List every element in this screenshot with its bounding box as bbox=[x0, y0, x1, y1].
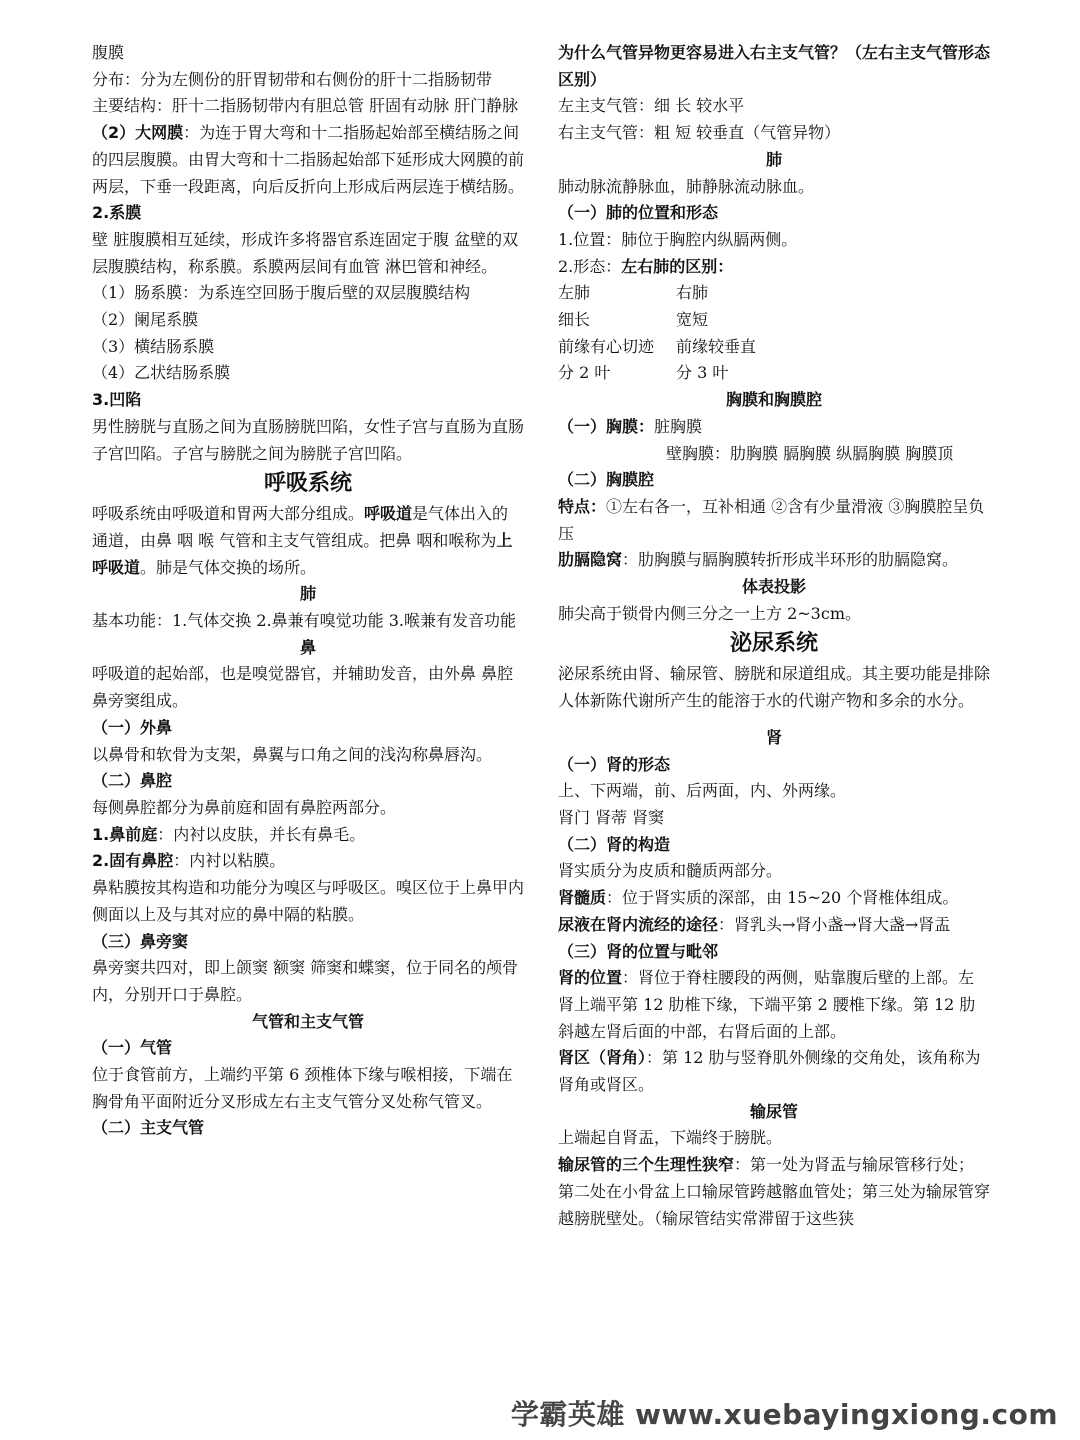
paragraph-renal-region bbox=[558, 1045, 990, 1098]
list-number: （2） bbox=[92, 123, 136, 143]
sub-heading: （二）主支气管 bbox=[92, 1118, 205, 1138]
left-column bbox=[92, 40, 524, 1142]
term: 呼吸道 bbox=[364, 504, 413, 524]
term: 输尿管的三个生理性狭窄 bbox=[558, 1155, 735, 1175]
lung-comparison-table bbox=[558, 280, 990, 387]
paragraph: 每侧鼻腔都分为鼻前庭和固有鼻腔两部分。 bbox=[92, 797, 397, 817]
list-item: （4）乙状结肠系膜 bbox=[92, 363, 231, 383]
text-line: 右主支气管：粗 短 较垂直（气管异物） bbox=[558, 123, 841, 143]
section-heading: 体表投影 bbox=[741, 577, 806, 597]
paragraph-recess bbox=[558, 547, 990, 574]
table-cell: 细长 bbox=[558, 310, 591, 330]
section-heading: 输尿管 bbox=[749, 1101, 798, 1121]
paragraph-medulla bbox=[558, 885, 990, 912]
table-cell: 左肺 bbox=[558, 283, 591, 303]
text: 2.形态： bbox=[558, 256, 622, 276]
term: 肾髓质 bbox=[558, 888, 607, 908]
sub-heading: （一）气管 bbox=[92, 1038, 173, 1058]
table-cell: 前缘较垂直 bbox=[676, 336, 757, 356]
paragraph: 肺动脉流静脉血，肺静脉流动脉血。 bbox=[558, 176, 815, 196]
sub-heading: （三）肾的位置与毗邻 bbox=[558, 941, 719, 961]
right-column bbox=[558, 40, 990, 1232]
paragraph-respiratory bbox=[92, 501, 524, 581]
text-line: 肾门 肾蒂 肾窦 bbox=[558, 807, 665, 827]
sub-heading: （三）鼻旁窦 bbox=[92, 931, 189, 951]
text-line: 分布：分为左侧份的肝胃韧带和右侧份的肝十二指肠韧带 bbox=[92, 69, 493, 89]
paragraph: 泌尿系统由肾、输尿管、膀胱和尿道组成。其主要功能是排除人体新陈代谢所产生的能溶于水的代谢产物和多余的水分。 bbox=[558, 664, 991, 711]
text: 壁胸膜：肋胸膜 膈胸膜 纵膈胸膜 胸膜顶 bbox=[666, 443, 954, 463]
question-heading: 为什么气管异物更容易进入右主支气管？（左右主支气管形态区别） bbox=[558, 43, 991, 89]
chapter-title: 泌尿系统 bbox=[729, 631, 818, 657]
text-line: 腹膜 bbox=[92, 43, 125, 62]
text: ：为连于胃大弯和十二指肠起始部至横结肠之间的四层腹膜。由胃大弯和十二指肠起始部下延形成大网膜的前两层，下垂一段距离，向后反折向上形成后两层连于横结肠。 bbox=[92, 123, 525, 196]
term: 尿液在肾内流经的途径 bbox=[558, 914, 719, 934]
list-item: （3）横结肠系膜 bbox=[92, 336, 215, 356]
sub-heading: （二）胸膜腔 bbox=[558, 470, 655, 490]
text-line: 左主支气管：细 长 较水平 bbox=[558, 96, 745, 116]
term: 左右肺的区别： bbox=[621, 256, 734, 276]
paragraph: 位于食管前方，上端约平第 6 颈椎体下缘与喉相接，下端在胸骨角平面附近分叉形成左右主支气管分叉处称气管叉。 bbox=[92, 1065, 513, 1111]
paragraph: 壁 脏腹膜相互延续，形成许多将器官系连固定于腹 盆壁的双层腹膜结构，称系膜。系膜两层间有血管 淋巴管和神经。 bbox=[92, 229, 519, 276]
term: 大网膜 bbox=[135, 123, 184, 143]
text: 脏胸膜 bbox=[654, 416, 703, 436]
term: 上呼吸道 bbox=[92, 530, 513, 577]
section-heading: 3.凹陷 bbox=[92, 390, 142, 410]
section-heading: 鼻 bbox=[299, 637, 316, 657]
text: 是气体出入的通道，由鼻 咽 喉 气管和主支气管组成。把鼻 咽和喉称为 bbox=[92, 504, 509, 550]
table-cell: 分 2 叶 bbox=[558, 363, 611, 383]
text-line: 1.位置：肺位于胸腔内纵膈两侧。 bbox=[558, 229, 798, 249]
paragraph: 以鼻骨和软骨为支架，鼻翼与口角之间的浅沟称鼻唇沟。 bbox=[92, 744, 493, 764]
section-heading: 气管和主支气管 bbox=[251, 1011, 364, 1031]
text-line: 主要结构：肝十二指肠韧带内有胆总管 肝固有动脉 肝门静脉 bbox=[92, 96, 519, 116]
paragraph-kidney-position bbox=[558, 965, 990, 1045]
text: 呼吸系统由呼吸道和胃两大部分组成。 bbox=[92, 504, 365, 524]
list-item: （2）阑尾系膜 bbox=[92, 310, 199, 330]
sub-heading: （二）鼻腔 bbox=[92, 771, 173, 791]
text: 。肺是气体交换的场所。 bbox=[140, 557, 317, 577]
text: ：肋胸膜与膈胸膜转折形成半环形的肋膈隐窝。 bbox=[622, 550, 959, 570]
paragraph-parietal-pleura bbox=[558, 441, 990, 468]
text-line: 肾实质分为皮质和髓质两部分。 bbox=[558, 861, 783, 881]
table-cell: 宽短 bbox=[676, 310, 709, 330]
paragraph-vestibule bbox=[92, 822, 524, 849]
text: ：位于肾实质的深部，由 15~20 个肾椎体组成。 bbox=[606, 888, 959, 908]
term: （一）胸膜： bbox=[558, 416, 655, 436]
text-line: 上、下两端，前、后两面，内、外两缘。 bbox=[558, 781, 847, 801]
text: ①左右各一，互补相通 ②含有少量滑液 ③胸膜腔呈负压 bbox=[558, 496, 985, 543]
footer-watermark: 学霸英雄 www.xuebayingxiong.com bbox=[510, 1398, 1058, 1431]
term: 肋膈隐窝 bbox=[558, 550, 623, 570]
table-cell: 前缘有心切迹 bbox=[558, 336, 655, 356]
paragraph: 呼吸道的起始部，也是嗅觉器官，并辅助发音，由外鼻 鼻腔 鼻旁窦组成。 bbox=[92, 664, 514, 711]
term: 1.鼻前庭 bbox=[92, 824, 158, 844]
paragraph-lung-shape bbox=[558, 254, 990, 281]
paragraph: 鼻粘膜按其构造和功能分为嗅区与呼吸区。嗅区位于上鼻甲内侧面以上及与其对应的鼻中隔的粘膜。 bbox=[92, 878, 525, 924]
paragraph: 肺尖高于锁骨内侧三分之一上方 2~3cm。 bbox=[558, 603, 861, 623]
paragraph-features bbox=[558, 494, 990, 547]
section-heading: 2.系膜 bbox=[92, 203, 142, 223]
sub-heading: （一）肾的形态 bbox=[558, 754, 671, 774]
sub-heading: （一）肺的位置和形态 bbox=[558, 203, 719, 223]
table-cell: 右肺 bbox=[676, 283, 709, 303]
term: 特点： bbox=[558, 496, 607, 516]
text: ：第一处为肾盂与输尿管移行处；第二处在小骨盆上口输尿管跨越髂血管处；第三处为输尿管穿越膀胱壁处。（输尿管结实常滞留于这些狭 bbox=[558, 1155, 991, 1228]
section-heading: 肾 bbox=[765, 727, 782, 747]
text: ：内衬以粘膜。 bbox=[173, 851, 286, 871]
paragraph-proper-cavity bbox=[92, 848, 524, 875]
text: ：肾乳头→肾小盏→肾大盏→肾盂 bbox=[718, 914, 951, 934]
term: 肾区（肾角） bbox=[558, 1048, 647, 1068]
paragraph: 上端起自肾盂，下端终于膀胱。 bbox=[558, 1128, 783, 1148]
text: ：内衬以皮肤，并长有鼻毛。 bbox=[157, 824, 366, 844]
list-item: （1）肠系膜：为系连空回肠于腹后壁的双层腹膜结构 bbox=[92, 283, 471, 303]
paragraph: 男性膀胱与直肠之间为直肠膀胱凹陷，女性子宫与直肠为直肠子宫凹陷。子宫与膀胱之间为膀胱子宫凹陷。 bbox=[92, 416, 525, 463]
section-heading: 肺 bbox=[765, 149, 782, 169]
paragraph: 基本功能：1.气体交换 2.鼻兼有嗅觉功能 3.喉兼有发音功能 bbox=[92, 611, 516, 631]
term: 肾的位置 bbox=[558, 968, 623, 988]
table-cell: 分 3 叶 bbox=[676, 363, 729, 383]
text: ：肾位于脊柱腰段的两侧，贴靠腹后壁的上部。左肾上端平第 12 肋椎下缘，下端平第 2 腰椎下缘。第 12 肋斜越左肾后面的中部，右肾后面的上部。 bbox=[558, 968, 976, 1041]
paragraph-ureter-narrowings bbox=[558, 1152, 990, 1232]
section-heading: 胸膜和胸膜腔 bbox=[725, 390, 822, 410]
sub-heading: （一）外鼻 bbox=[92, 717, 173, 737]
chapter-title: 呼吸系统 bbox=[263, 471, 352, 497]
paragraph-urine-path bbox=[558, 912, 990, 939]
sub-heading: （二）肾的构造 bbox=[558, 834, 671, 854]
text: ：第 12 肋与竖脊肌外侧缘的交角处，该角称为肾角或肾区。 bbox=[558, 1048, 981, 1095]
section-heading: 肺 bbox=[299, 584, 316, 604]
term: 2.固有鼻腔 bbox=[92, 851, 174, 871]
paragraph-pleura bbox=[558, 414, 990, 441]
paragraph-greater-omentum bbox=[92, 120, 524, 200]
paragraph: 鼻旁窦共四对，即上颌窦 额窦 筛窦和蝶窦，位于同名的颅骨内，分别开口于鼻腔。 bbox=[92, 958, 519, 1004]
